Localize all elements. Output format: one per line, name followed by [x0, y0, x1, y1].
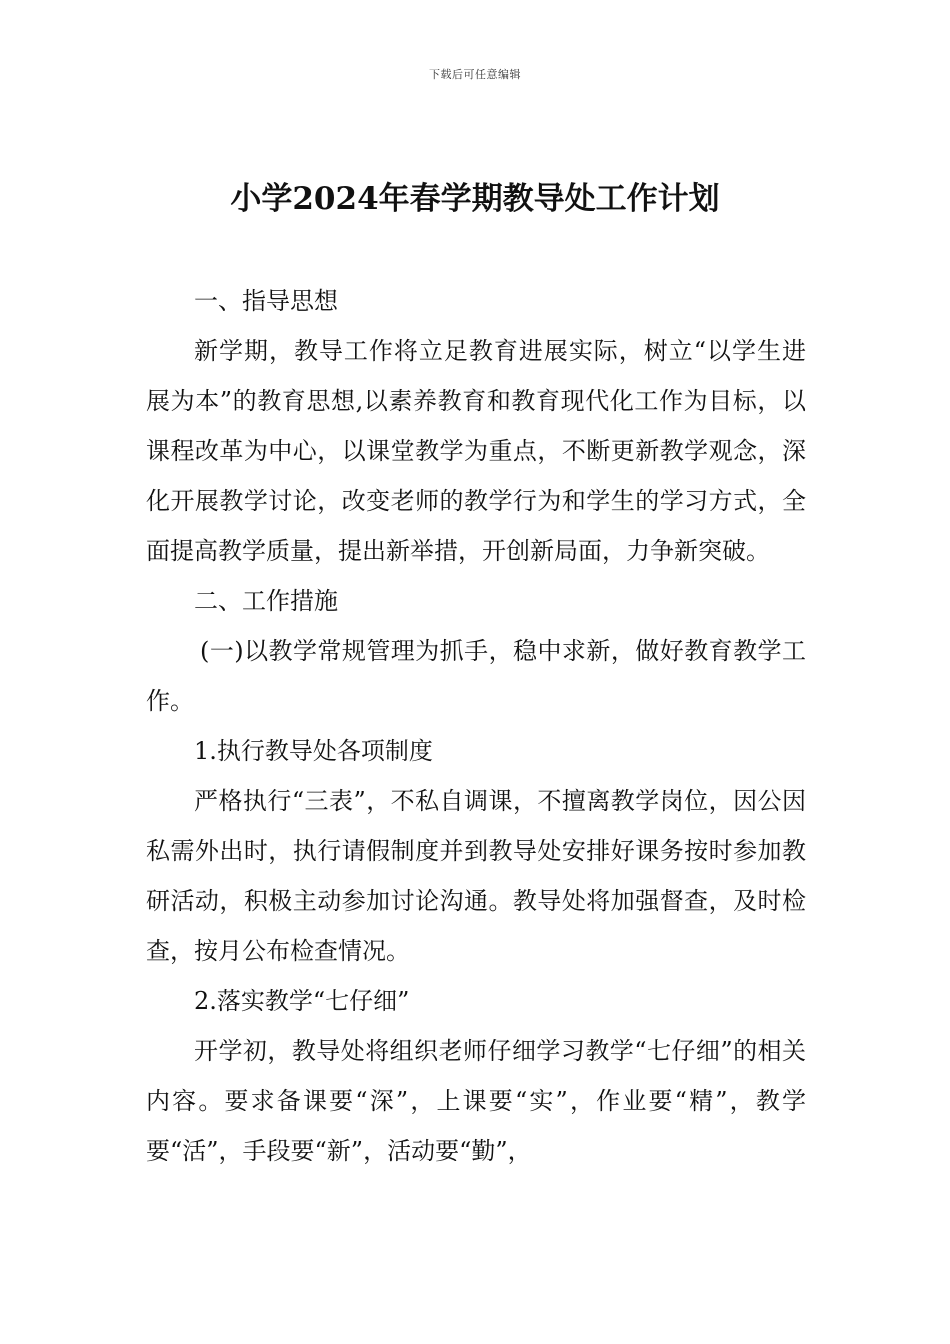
paragraph-guiding-ideology: 新学期，教导工作将立足教育进展实际，树立“以学生进展为本”的教育思想,以素养教育和教育现代化工作为目标，以课程改革为中心，以课堂教学为重点，不断更新教学观念，深化开展教学讨论，改变老师的教学行为和学生的学习方式，全面提高教学质量，提出新举措，开创新局面，力争新突破。	[146, 337, 806, 565]
section-heading-guiding-ideology: 一、指导思想	[194, 287, 338, 315]
subsection-heading-routine-management: (一)以教学常规管理为抓手，稳中求新，做好教育教学工作。	[146, 637, 806, 715]
header-note: 下载后可任意编辑	[429, 68, 521, 81]
section-heading-work-measures: 二、工作措施	[194, 587, 338, 615]
paragraph-execute-rules: 严格执行“三表”，不私自调课，不擅离教学岗位，因公因私需外出时，执行请假制度并到教导处安排好课务按时参加教研活动，积极主动参加讨论沟通。教导处将加强督查，及时检查，按月公布检查情况。	[146, 787, 806, 965]
document-title: 小学2024年春学期教导处工作计划	[230, 181, 720, 217]
paragraph-seven-careful: 开学初，教导处将组织老师仔细学习教学“七仔细”的相关内容。要求备课要“深”，上课要“实”，作业要“精”，教学要“活”，手段要“新”，活动要“勤”，	[146, 1037, 806, 1165]
document-body	[146, 276, 806, 1176]
item-heading-execute-rules: 1.执行教导处各项制度	[194, 737, 433, 765]
item-heading-seven-careful: 2.落实教学“七仔细”	[194, 987, 410, 1015]
